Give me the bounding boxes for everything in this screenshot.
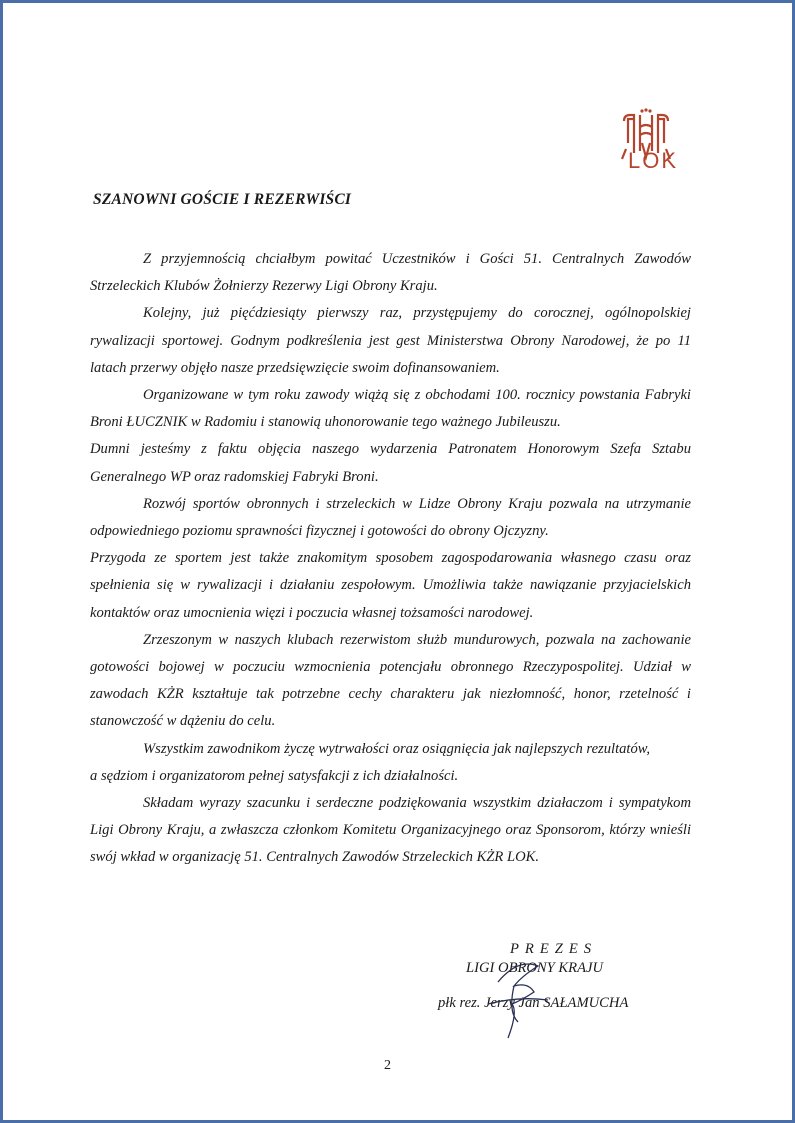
page-number: 2 — [384, 1058, 391, 1073]
paragraph: Wszystkim zawodnikom życzę wytrwałości oraz osiągnięcia jak najlepszych rezultatów, — [143, 740, 651, 757]
salutation-heading: SZANOWNI GOŚCIE I REZERWIŚCI — [93, 191, 352, 208]
paragraph: Przygoda ze sportem jest także znakomitym sposobem zagospodarowania własnego czasu oraz spełnienia się w rywalizacji i działaniu zespołowym. Umożliwia także nawiązanie przyjacielskich kontaktów oraz umocnienia więzi i poczucia własnej tożsamości narodowej. — [90, 550, 691, 621]
paragraph: Z przyjemnością chciałbym powitać Uczestników i Gości 51. Centralnych Zawodów Strzeleckich Klubów Żołnierzy Rezerwy Ligi Obrony Kraju. — [90, 251, 691, 295]
paragraph: a sędziom i organizatorom pełnej satysfakcji z ich działalności. — [90, 767, 459, 784]
paragraph: Rozwój sportów obronnych i strzeleckich w Lidze Obrony Kraju pozwala na utrzymanie odpowiedniego poziomu sprawności fizycznej i gotowości do obrony Ojczyzny. — [90, 495, 691, 540]
signature-title: PREZES — [510, 941, 598, 957]
paragraph: Organizowane w tym roku zawody wiążą się z obchodami 100. rocznicy powstania Fabryki Broni ŁUCZNIK w Radomiu i stanowią uhonorowanie tego ważnego Jubileuszu. — [90, 387, 691, 431]
signature-organization: LIGI OBRONY KRAJU — [466, 960, 604, 976]
logo-text: LOK — [628, 148, 679, 173]
paragraph: Zrzeszonym w naszych klubach rezerwistom służb mundurowych, pozwala na zachowanie gotowości bojowej w poczuciu wzmocnienia potencjału obronnego Rzeczypospolitej. Udział w zawodach KŻR kształtuje tak potrzebne cechy charakteru jak niezłomność, honor, rzetelność i stanowczość w dążeniu do celu. — [90, 631, 691, 730]
signatory-name: płk rez. Jerzy Jan SAŁAMUCHA — [438, 995, 629, 1011]
paragraph: Składam wyrazy szacunku i serdeczne podziękowania wszystkim działaczom i sympatykom Ligi Obrony Kraju, a zwłaszcza członkom Komitetu Organizacyjnego oraz Sponsorom, którzy wnieśli swój wkład w organizację 51. Centralnych Zawodów Strzeleckich KŻR LOK. — [90, 795, 691, 866]
handwritten-signature-icon — [478, 952, 560, 1042]
paragraph: Dumni jesteśmy z faktu objęcia naszego wydarzenia Patronatem Honorowym Szefa Sztabu Generalnego WP oraz radomskiej Fabryki Broni. — [90, 441, 691, 485]
letter-body — [90, 246, 691, 872]
paragraph: Kolejny, już pięćdziesiąty pierwszy raz, przystępujemy do corocznej, ogólnopolskiej rywalizacji sportowej. Godnym podkreślenia jest gest Ministerstwa Obrony Narodowej, że po 11 latach przerwy objęło nasze przedsięwzięcie swoim dofinansowaniem. — [90, 305, 691, 376]
